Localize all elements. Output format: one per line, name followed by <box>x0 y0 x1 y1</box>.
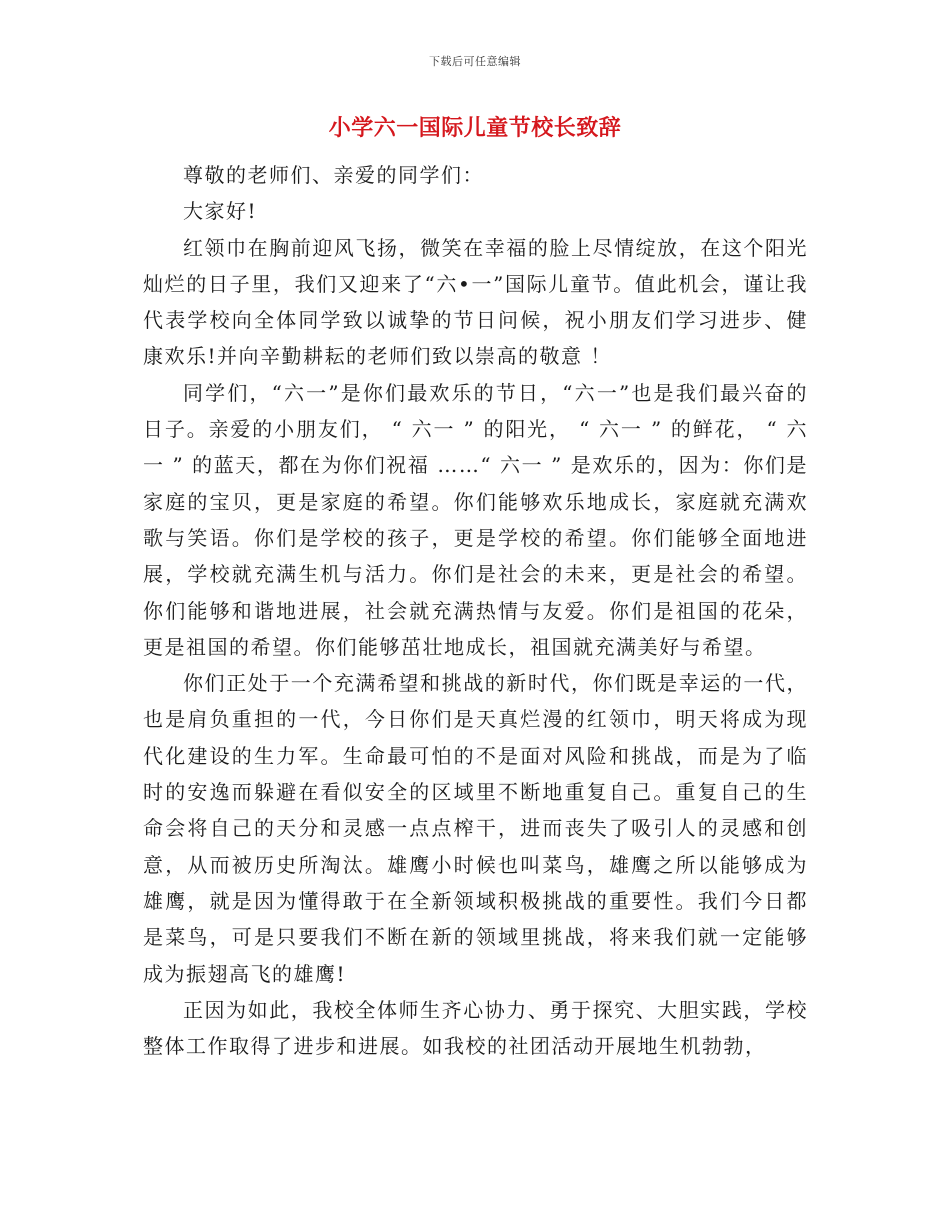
salutation-paragraph: 尊敬的老师们、亲爱的同学们： <box>183 163 484 187</box>
body-paragraph: 你们正处于一个充满希望和挑战的新时代，你们既是幸运的一代，也是肩负重担的一代，今日你们是天真烂漫的红领巾，明天将成为现代化建设的生力军。生命最可怕的不是面对风险和挑战，而是为了临时的安逸而躲避在看似安全的区域里不断地重复自己。重复自己的生命会将自己的天分和灵感一点点榨干，进而丧失了吸引人的灵感和创意，从而被历史所淘汰。雄鹰小时候也叫菜鸟，雄鹰之所以能够成为雄鹰，就是因为懂得敢于在全新领域积极挑战的重要性。我们今日都是菜鸟，可是只要我们不断在新的领域里挑战，将来我们就一定能够成为振翅高飞的雄鹰! <box>143 671 808 986</box>
document-body <box>143 157 808 1064</box>
body-paragraph: 正因为如此，我校全体师生齐心协力、勇于探究、大胆实践，学校整体工作取得了进步和进展。如我校的社团活动开展地生机勃勃， <box>143 997 808 1059</box>
body-paragraph: 同学们，“六一”是你们最欢乐的节日，“六一”也是我们最兴奋的日子。亲爱的小朋友们， “ 六一 ” 的阳光， “ 六一 ” 的鲜花， “ 六一 ” 的蓝天，都在为你们祝福 ……“ 六一 ” 是欢乐的，因为：你们是家庭的宝贝，更是家庭的希望。你们能够欢乐地成长，家庭就充满欢歌与笑语。你们是学校的孩子，更是学校的希望。你们能够全面地进展，学校就充满生机与活力。你们是社会的未来，更是社会的希望。你们能够和谐地进展，社会就充满热情与友爱。你们是祖国的花朵，更是祖国的希望。你们能够茁壮地成长，祖国就充满美好与希望。 <box>143 380 808 659</box>
document-title: 小学六一国际儿童节校长致辞 <box>328 115 622 141</box>
body-paragraph: 红领巾在胸前迎风飞扬，微笑在幸福的脸上尽情绽放，在这个阳光灿烂的日子里，我们又迎来了“六•一”国际儿童节。值此机会，谨让我代表学校向全体同学致以诚挚的节日问候，祝小朋友们学习进步、健康欢乐!并向辛勤耕耘的老师们致以崇高的敬意 ！ <box>143 235 808 369</box>
greeting-paragraph: 大家好! <box>183 199 258 224</box>
header-note: 下载后可任意编辑 <box>429 55 521 68</box>
